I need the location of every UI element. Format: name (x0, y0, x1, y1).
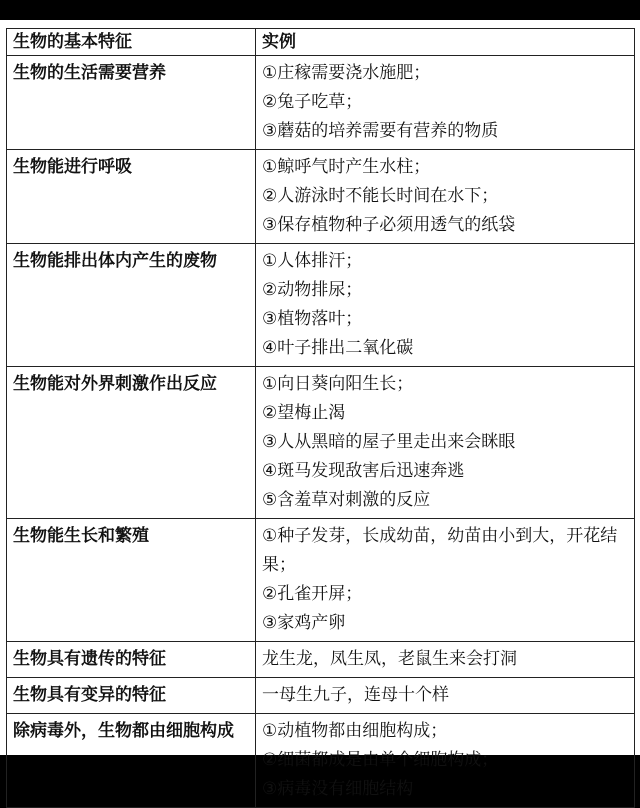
examples-cell (256, 642, 635, 678)
example-item: ①种子发芽，长成幼苗，幼苗由小到大，开花结果； (262, 526, 618, 575)
table-row (7, 714, 635, 808)
example-item: ④叶子排出二氧化碳 (262, 338, 414, 358)
characteristics-table (6, 28, 635, 808)
table-header-row (7, 29, 635, 56)
feature-cell: 生物能排出体内产生的废物 (7, 244, 256, 367)
examples-cell (256, 714, 635, 808)
feature-cell: 生物能对外界刺激作出反应 (7, 367, 256, 519)
example-item: 龙生龙，凤生凤，老鼠生来会打洞 (262, 649, 517, 669)
examples-cell (256, 56, 635, 150)
example-item: ②细菌都成是由单个细胞构成； (262, 750, 499, 770)
examples-cell (256, 367, 635, 519)
table-row (7, 519, 635, 642)
example-item: ④斑马发现敌害后迅速奔逃 (262, 461, 465, 481)
table-row (7, 56, 635, 150)
example-item: 一母生九子，连母十个样 (262, 685, 449, 705)
examples-cell (256, 519, 635, 642)
feature-cell: 生物具有遗传的特征 (7, 642, 256, 678)
example-item: ①庄稼需要浇水施肥； (262, 63, 431, 83)
document-page (0, 20, 640, 799)
example-item: ③保存植物种子必须用透气的纸袋 (262, 215, 516, 235)
example-item: ③人从黑暗的屋子里走出来会眯眼 (262, 432, 516, 452)
example-item: ②兔子吃草； (262, 92, 363, 112)
feature-cell: 生物能生长和繁殖 (7, 519, 256, 642)
example-item: ③病毒没有细胞结构 (262, 779, 414, 799)
example-item: ②望梅止渴 (262, 403, 346, 423)
table-row (7, 150, 635, 244)
example-item: ①动植物都由细胞构成； (262, 721, 448, 741)
example-item: ③蘑菇的培养需要有营养的物质 (262, 121, 499, 141)
example-item: ⑤含羞草对刺激的反应 (262, 490, 431, 510)
header-examples: 实例 (256, 29, 635, 56)
example-item: ②孔雀开屏； (262, 584, 363, 604)
examples-cell (256, 150, 635, 244)
table-row (7, 678, 635, 714)
example-item: ①人体排汗； (262, 251, 363, 271)
example-item: ③家鸡产卵 (262, 613, 346, 633)
table-row (7, 244, 635, 367)
feature-cell: 除病毒外，生物都由细胞构成 (7, 714, 256, 808)
header-feature: 生物的基本特征 (7, 29, 256, 56)
example-item: ①向日葵向阳生长； (262, 374, 414, 394)
feature-cell: 生物能进行呼吸 (7, 150, 256, 244)
table-row (7, 642, 635, 678)
example-item: ③植物落叶； (262, 309, 363, 329)
feature-cell: 生物的生活需要营养 (7, 56, 256, 150)
examples-cell (256, 678, 635, 714)
example-item: ②动物排尿； (262, 280, 363, 300)
examples-cell (256, 244, 635, 367)
feature-cell: 生物具有变异的特征 (7, 678, 256, 714)
example-item: ①鲸呼气时产生水柱； (262, 157, 431, 177)
table-row (7, 367, 635, 519)
example-item: ②人游泳时不能长时间在水下； (262, 186, 499, 206)
